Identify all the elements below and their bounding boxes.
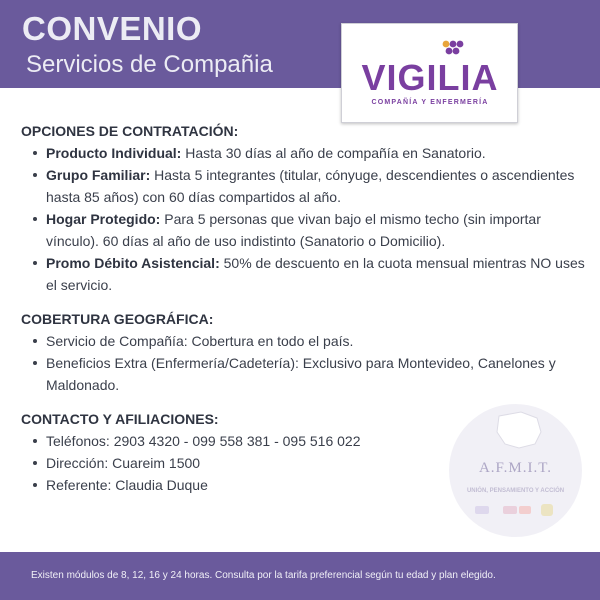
map-icon — [497, 412, 541, 448]
section-cobertura — [21, 308, 586, 396]
footer-note: Existen módulos de 8, 12, 16 y 24 horas. Consulta por la tarifa preferencial según tu edad y plan elegido. — [31, 570, 496, 581]
item-text: Hasta 30 días al año de compañía en Sanatorio. — [181, 145, 486, 161]
item-text: Para 5 personas que vivan bajo el mismo techo (sin importar vínculo). 60 días al año de uso indistinto (Sanatorio o Domicilio). — [46, 211, 541, 249]
afmit-seal — [449, 404, 582, 537]
item-label: Promo Débito Asistencial: — [46, 255, 220, 271]
item-text: Hasta 5 integrantes (titular, cónyuge, descendientes o ascendientes hasta 85 años) con 60 días compartidos al año. — [46, 167, 575, 205]
logo-dot — [457, 41, 464, 48]
logo-dot — [450, 41, 457, 48]
partner-logo-icon — [503, 506, 517, 514]
logo-tagline: COMPAÑÍA Y ENFERMERÍA — [371, 99, 489, 106]
section-title: CONTACTO Y AFILIACIONES: — [21, 411, 219, 427]
page-title: CONVENIO — [22, 10, 203, 47]
section-contratacion — [21, 120, 586, 296]
item-label: Grupo Familiar: — [46, 167, 151, 183]
list-item — [21, 164, 586, 208]
cobertura-list — [21, 330, 586, 396]
page-subtitle: Servicios de Compañia — [26, 51, 273, 78]
seal-motto: UNIÓN, PENSAMIENTO Y ACCIÓN — [466, 488, 565, 494]
vigilia-logo — [341, 23, 518, 123]
section-title: COBERTURA GEOGRÁFICA: — [21, 311, 214, 327]
list-item: Referente: Claudia Duque — [21, 474, 586, 496]
afmit-seal-graphic — [449, 404, 582, 537]
partner-logo-icon — [475, 506, 489, 514]
logo-accent-dot — [443, 41, 450, 48]
vigilia-logo-graphic — [342, 24, 519, 124]
logo-dot — [453, 48, 460, 55]
contratacion-list — [21, 142, 586, 296]
item-label: Hogar Protegido: — [46, 211, 161, 227]
list-item: Servicio de Compañía: Cobertura en todo el país. — [21, 330, 586, 352]
footer-banner — [0, 552, 600, 600]
list-item: Dirección: Cuareim 1500 — [21, 452, 586, 474]
seal-name: A.F.M.I.T. — [478, 460, 553, 476]
list-item — [21, 208, 586, 252]
list-item — [21, 252, 586, 296]
section-title: OPCIONES DE CONTRATACIÓN: — [21, 123, 239, 139]
item-label: Producto Individual: — [46, 145, 182, 161]
list-item — [21, 142, 586, 164]
list-item: Beneficios Extra (Enfermería/Cadetería): Exclusivo para Montevideo, Canelones y Maldonado. — [21, 352, 586, 396]
logo-brand-text: VIGILIA — [361, 57, 499, 98]
partner-logo-icon — [541, 504, 553, 516]
partner-logo-icon — [519, 506, 531, 514]
logo-dot — [446, 48, 453, 55]
item-text: 50% de descuento en la cuota mensual mientras NO uses el servicio. — [46, 255, 585, 293]
list-item: Teléfonos: 2903 4320 - 099 558 381 - 095 516 022 — [21, 430, 586, 452]
